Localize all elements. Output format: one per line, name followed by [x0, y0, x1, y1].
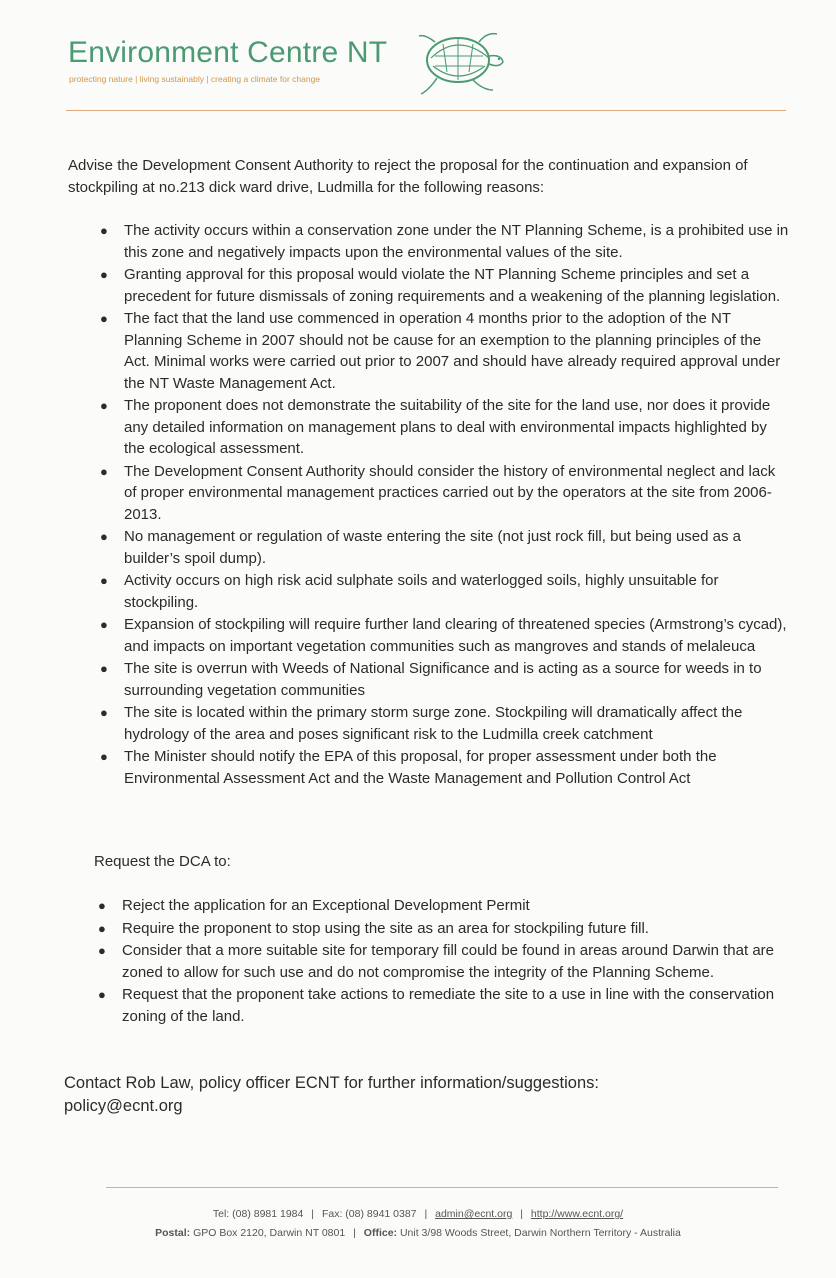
list-item: [100, 220, 789, 263]
request-heading: Request the DCA to:: [94, 853, 231, 870]
contact-text: Contact Rob Law, policy officer ECNT for further information/suggestions:: [64, 1074, 599, 1092]
postal-address: GPO Box 2120, Darwin NT 0801: [193, 1227, 346, 1239]
reason-text: The site is overrun with Weeds of National Significance and is acting as a source for weeds in to surrounding vegetation communities: [124, 660, 762, 699]
bullet-icon: ●: [100, 661, 108, 676]
list-item: [100, 614, 789, 657]
reason-text: The Development Consent Authority should consider the history of environmental neglect and lack of proper environmental management practices carried out by the operators at the site from 2006-2013.: [124, 462, 776, 523]
reason-text: Expansion of stockpiling will require further land clearing of threatened species (Armstrong’s cycad), and impacts on important vegetation communities such as mangroves and stands of melaleuca: [124, 616, 787, 655]
bullet-icon: ●: [100, 311, 108, 326]
reason-text: The site is located within the primary storm surge zone. Stockpiling will dramatically affect the hydrology of the area and poses significant risk to the Ludmilla creek catchment: [124, 704, 743, 743]
bullet-icon: ●: [100, 749, 108, 764]
postal-label: Postal:: [155, 1227, 191, 1239]
list-item: [100, 526, 789, 569]
bullet-icon: ●: [100, 463, 108, 479]
reason-text: The fact that the land use commenced in operation 4 months prior to the adoption of the NT Planning Scheme in 2007 should not be cause for an exemption to the planning principles of the Act. Minimal works were carried out prior to 2007 and should have already required approval under the NT Waste Management Act.: [124, 310, 781, 392]
email-link[interactable]: admin@ecnt.org: [435, 1208, 513, 1220]
fax-value: (08) 8941 0387: [345, 1208, 417, 1220]
bullet-icon: ●: [100, 529, 108, 544]
bullet-icon: ●: [100, 398, 108, 413]
letterhead: [68, 22, 768, 112]
fax-label: Fax:: [321, 1208, 343, 1220]
reason-text: Granting approval for this proposal would violate the NT Planning Scheme principles and set a precedent for future dismissals of zoning requirements and a weakening of the planning legislation.: [124, 266, 781, 305]
organization-name: Environment Centre NT: [68, 36, 388, 69]
bullet-icon: ●: [100, 617, 108, 632]
bullet-icon: ●: [100, 223, 108, 238]
footer-address-line: [0, 1227, 836, 1239]
bullet-icon: ●: [98, 898, 106, 913]
contact-email[interactable]: policy@ecnt.org: [64, 1097, 183, 1115]
list-item: [100, 395, 789, 460]
bullet-icon: ●: [100, 573, 108, 588]
intro-paragraph: Advise the Development Consent Authority to reject the proposal for the continuation and expansion of stockpiling at no.213 dick ward drive, Ludmilla for the following reasons:: [68, 157, 748, 196]
bullet-icon: ●: [100, 705, 108, 720]
list-item: [100, 658, 789, 701]
list-item: [100, 308, 789, 394]
website-link[interactable]: http://www.ecnt.org/: [530, 1208, 624, 1220]
list-item: [98, 918, 782, 940]
list-item: [100, 461, 789, 526]
list-item: [100, 264, 789, 307]
request-text: Require the proponent to stop using the site as an area for stockpiling future fill.: [122, 919, 649, 937]
bullet-icon: ●: [98, 987, 106, 1002]
list-item: [98, 984, 782, 1027]
reason-text: The activity occurs within a conservation zone under the NT Planning Scheme, is a prohibited use in this zone and negatively impacts upon the environmental values of the site.: [124, 222, 789, 261]
footer-divider: [106, 1187, 778, 1188]
requests-list: [98, 895, 782, 1028]
bullet-icon: ●: [98, 943, 106, 958]
list-item: [100, 746, 789, 789]
list-item: [98, 940, 782, 983]
footer-contact-line: [0, 1208, 836, 1220]
separator: |: [311, 1208, 315, 1220]
separator: |: [520, 1208, 523, 1220]
contact-block: [64, 1072, 764, 1118]
turtle-logo-icon: [413, 24, 505, 102]
tel-label: Tel:: [212, 1208, 230, 1220]
list-item: [98, 895, 782, 917]
reason-text: The Minister should notify the EPA of this proposal, for proper assessment under both the Environmental Assessment Act and the Waste Management and Pollution Control Act: [124, 748, 717, 787]
reasons-list: [100, 220, 789, 790]
request-text: Reject the application for an Exceptional Development Permit: [122, 897, 530, 914]
separator: |: [424, 1208, 428, 1220]
request-text: Consider that a more suitable site for temporary fill could be found in areas around Darwin that are zoned to allow for such use and do not compromise the integrity of the Planning Scheme.: [122, 942, 775, 981]
separator: |: [353, 1227, 356, 1239]
header-divider: [66, 110, 786, 111]
organization-tagline: protecting nature | living sustainably | creating a climate for change: [69, 74, 321, 84]
office-address: Unit 3/98 Woods Street, Darwin Northern Territory - Australia: [399, 1227, 681, 1239]
bullet-icon: ●: [100, 267, 108, 282]
reason-text: No management or regulation of waste entering the site (not just rock fill, but being used as a builder’s spoil dump).: [124, 528, 742, 567]
list-item: [100, 570, 789, 613]
reason-text: Activity occurs on high risk acid sulphate soils and waterlogged soils, highly unsuitable for stockpiling.: [124, 572, 719, 611]
list-item: [100, 702, 789, 745]
office-label: Office:: [363, 1227, 398, 1239]
bullet-icon: ●: [98, 920, 106, 936]
tel-value: (08) 8981 1984: [232, 1208, 304, 1220]
request-text: Request that the proponent take actions to remediate the site to a use in line with the conservation zoning of the land.: [122, 986, 775, 1025]
reason-text: The proponent does not demonstrate the suitability of the site for the land use, nor does it provide any detailed information on management plans to deal with environmental impacts highlighted by the ecological assessment.: [124, 397, 771, 457]
